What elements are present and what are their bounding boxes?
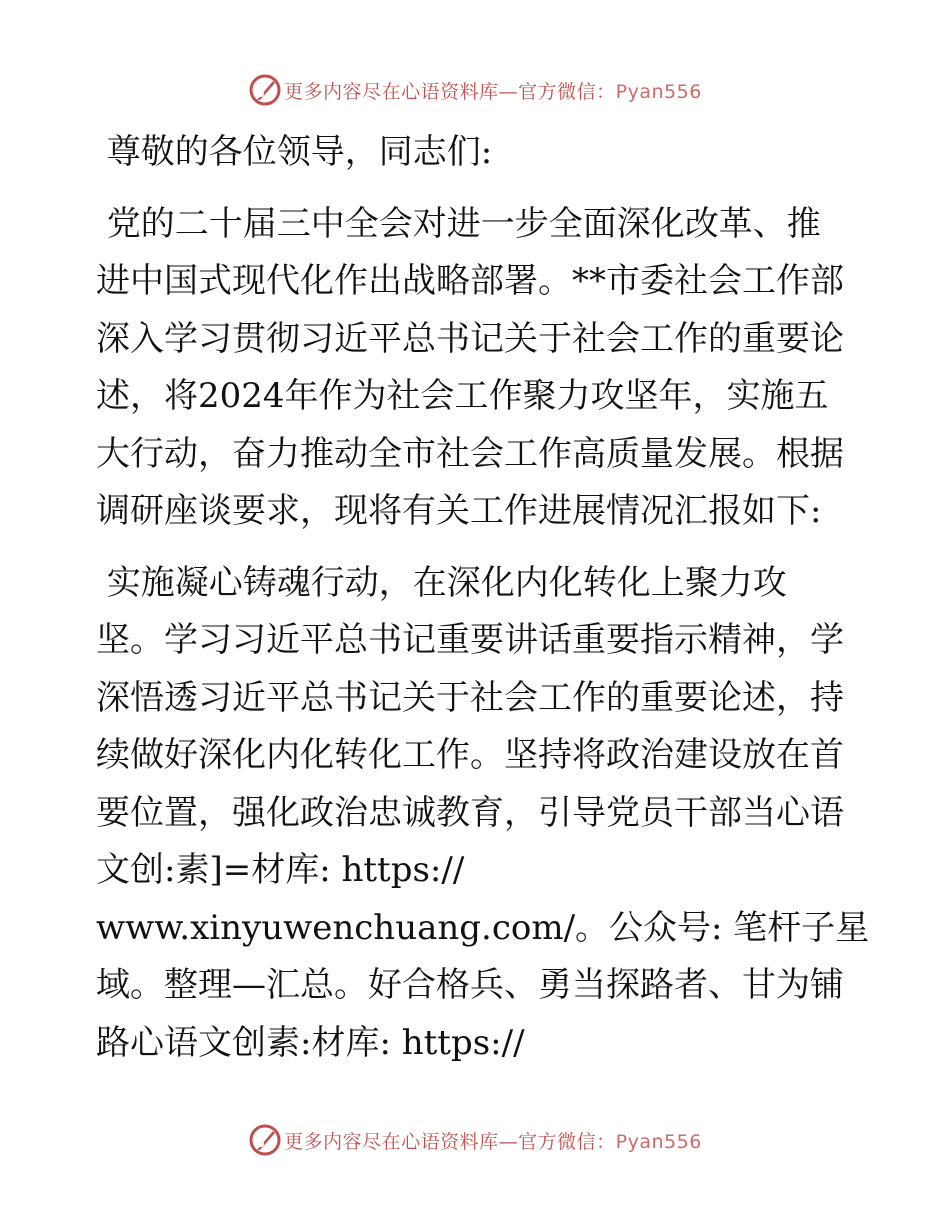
banner-wechat-id: Pyan556 [615, 80, 702, 103]
greeting-line: 尊敬的各位领导，同志们: [96, 132, 493, 172]
text-line: 域。整理—汇总。好合格兵、勇当探路者、甘为铺 [96, 965, 844, 1005]
text-line: 要位置，强化政治忠诚教育，引导党员干部当心语 [96, 792, 844, 833]
text-line: 党的二十届三中全会对进一步全面深化改革、推 [96, 203, 821, 244]
text-line: 深悟透习近平总书记关于社会工作的重要论述，持 [96, 677, 844, 718]
text-line: 调研座谈要求，现将有关工作进展情况汇报如下: [96, 491, 822, 531]
banner-main-text: 更多内容尽在心语资料库—官方微信： [284, 80, 616, 103]
text-line: 述，将2024年作为社会工作聚力攻坚年，实施五 [96, 376, 829, 416]
paragraph-1 [96, 196, 856, 541]
header-banner [0, 70, 950, 110]
text-line: 坚。学习习近平总书记重要讲话重要指示精神，学 [96, 620, 844, 660]
footer-banner [0, 1120, 950, 1160]
text-line: 进中国式现代化作出战略部署。**市委社会工作部 [96, 261, 844, 301]
quill-circle-icon [248, 73, 282, 107]
banner-wechat-id: Pyan556 [615, 1130, 702, 1153]
quill-circle-icon [248, 1123, 282, 1157]
text-line: 深入学习贯彻习近平总书记关于社会工作的重要论 [96, 318, 844, 359]
text-line: 实施凝心铸魂行动，在深化内化转化上聚力攻 [96, 562, 787, 603]
banner-main-text: 更多内容尽在心语资料库—官方微信： [284, 1130, 616, 1153]
paragraph-2 [96, 555, 870, 1073]
text-line: 续做好深化内化转化工作。坚持将政治建设放在首 [96, 735, 844, 775]
text-line: 路心语文创素:材库: https:// [96, 1022, 525, 1063]
text-line: www.xinyuwenchuang.com/。公众号: 笔杆子星 [96, 907, 870, 948]
banner-text [284, 77, 702, 104]
text-line: 大行动，奋力推动全市社会工作高质量发展。根据 [96, 433, 844, 474]
banner-text [284, 1127, 702, 1154]
text-line: 文创:素]=材库: https:// [96, 850, 465, 890]
document-body [96, 124, 870, 1072]
